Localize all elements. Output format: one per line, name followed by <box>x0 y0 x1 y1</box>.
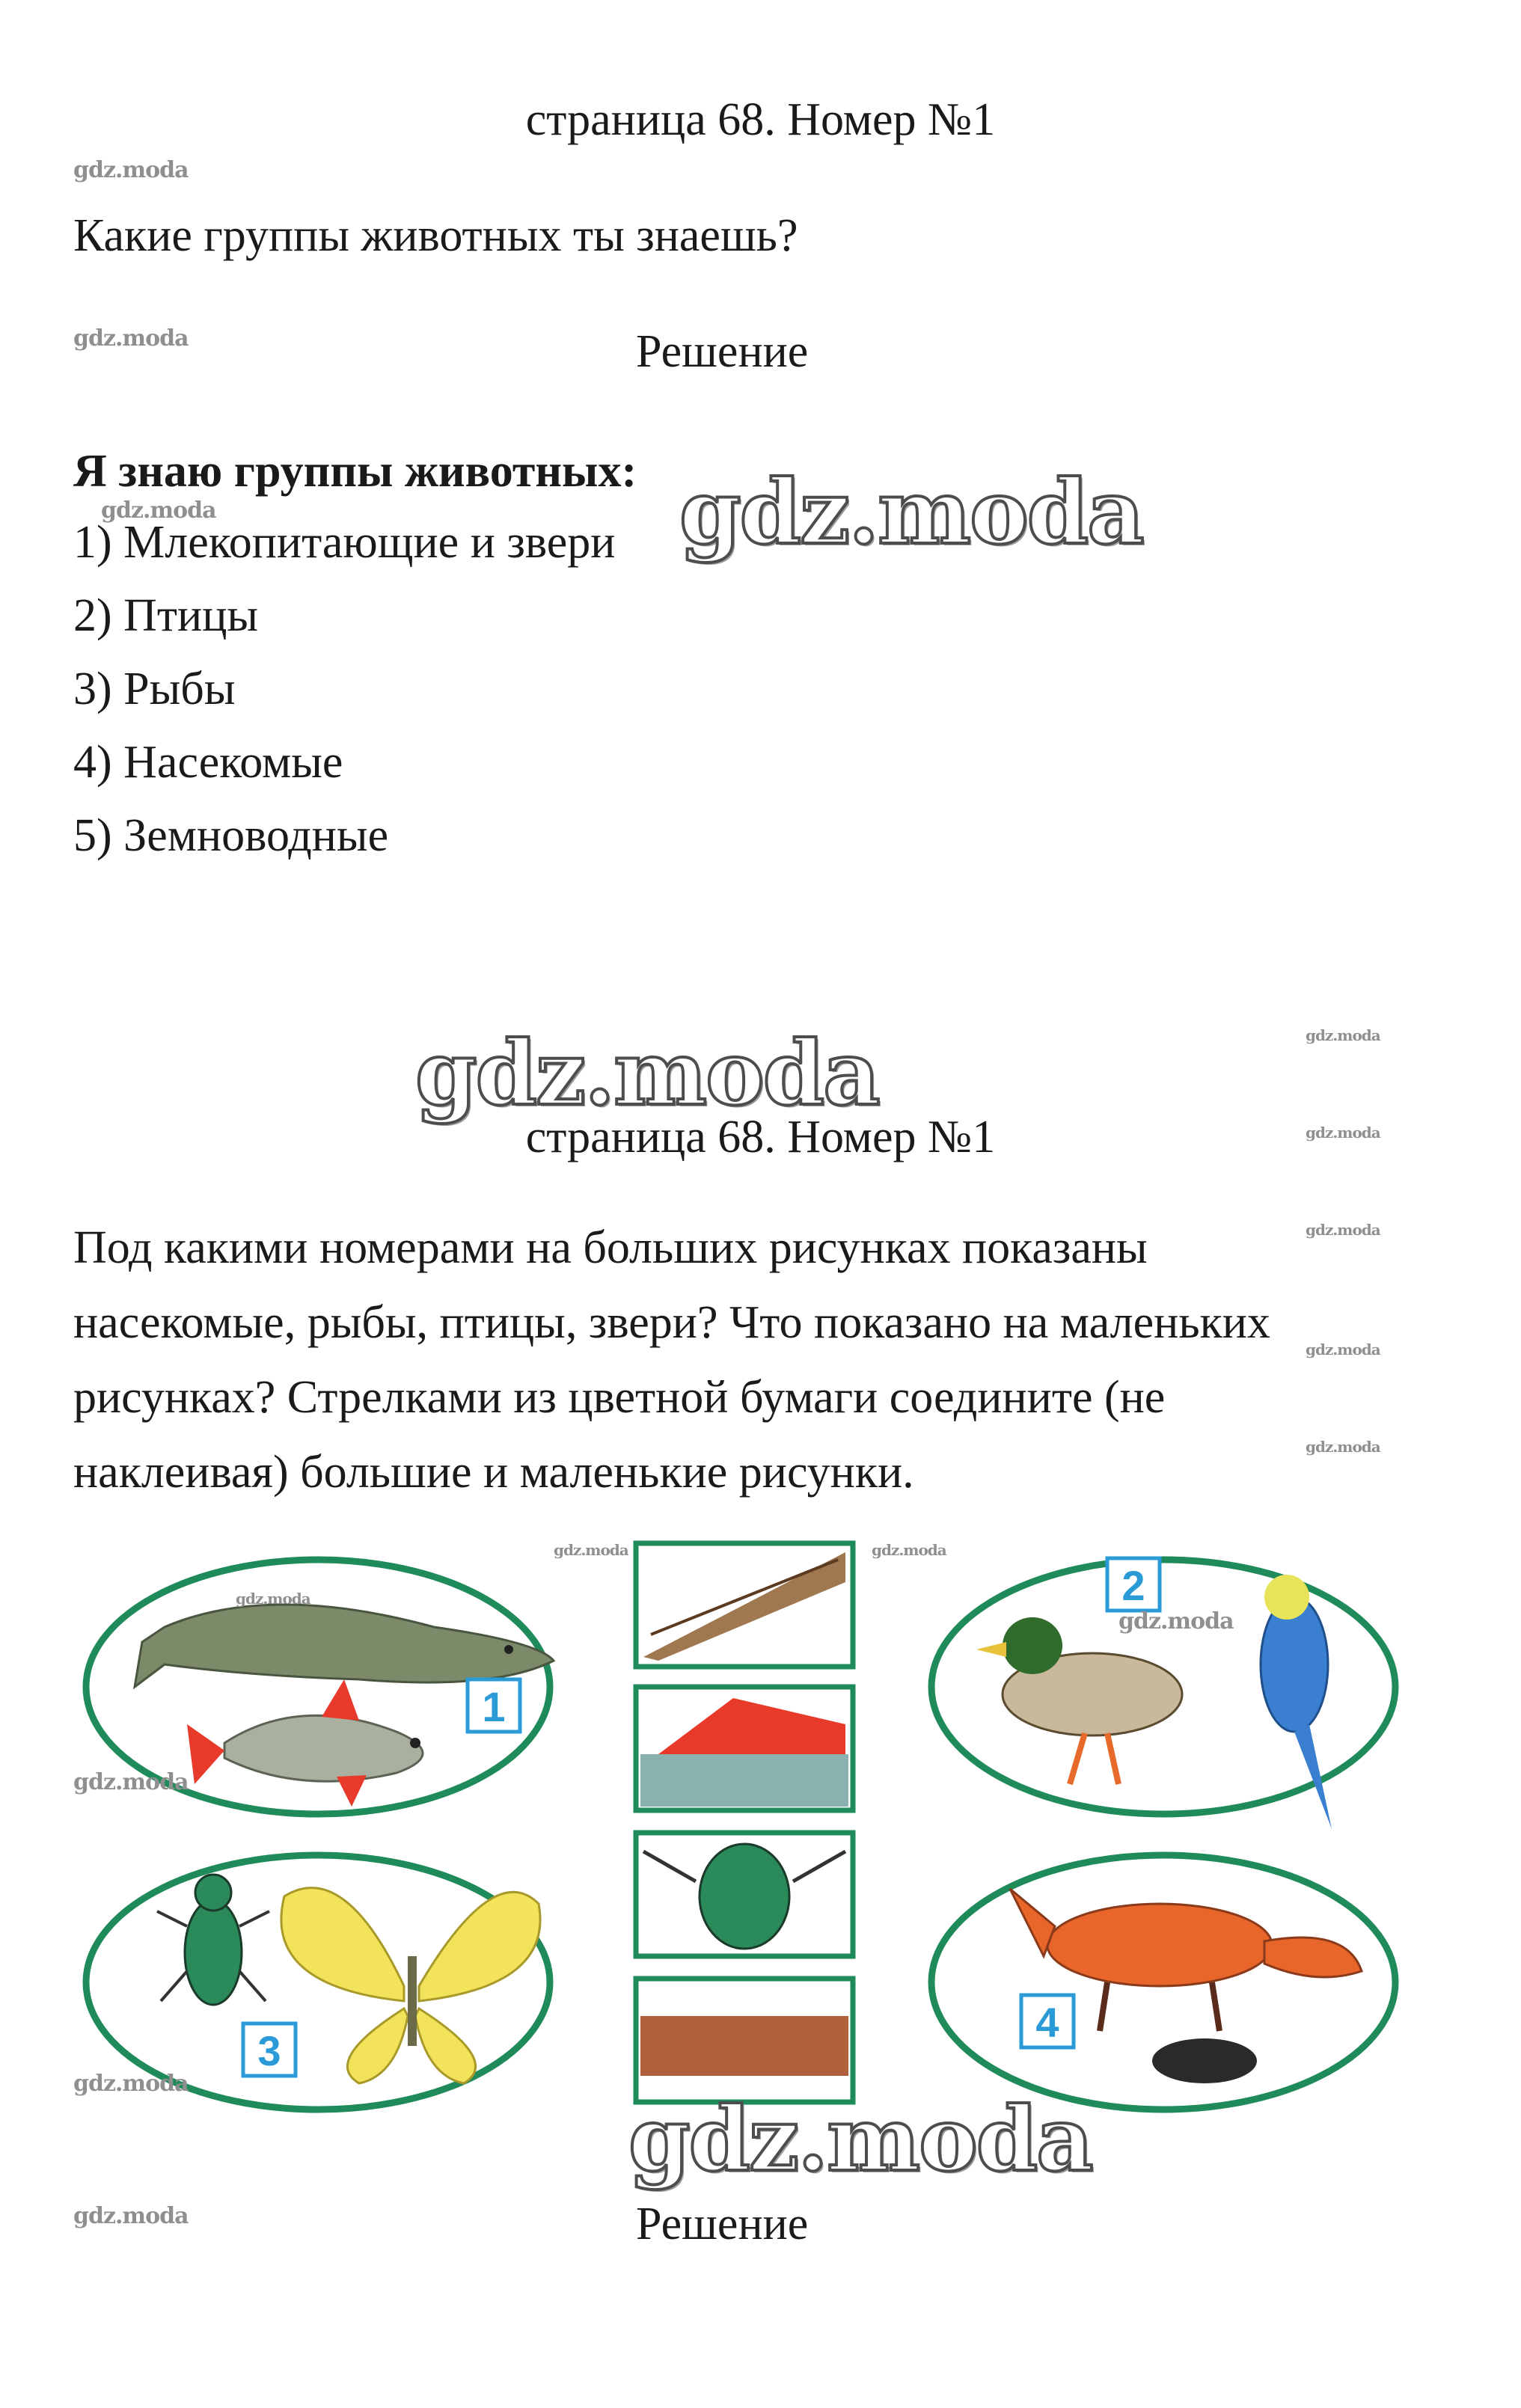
answer-item: 2) Птицы <box>73 590 259 641</box>
watermark: gdz.moda <box>73 2203 189 2229</box>
small-picture-beetle-closeup <box>636 1833 853 1956</box>
animal-groups-figure <box>75 1537 1421 2136</box>
watermark: gdz.moda <box>73 2071 189 2097</box>
answer-item: 3) Рыбы <box>73 664 236 714</box>
answer-item: 4) Насекомые <box>73 737 343 788</box>
small-picture-fur <box>636 1979 853 2102</box>
question-line: насекомые, рыбы, птицы, звери? Что показано на маленьких <box>73 1297 1270 1348</box>
watermark: gdz.moda <box>679 460 1143 564</box>
answer-heading: Я знаю группы животных: <box>73 446 637 497</box>
watermark: gdz.moda <box>628 2087 1092 2191</box>
section2-header: страница 68. Номер №1 <box>525 1112 996 1162</box>
answer-item: 5) Земноводные <box>73 810 389 861</box>
section1-header: страница 68. Номер №1 <box>525 94 996 145</box>
section2-solution-label: Решение <box>636 2199 809 2249</box>
section1-solution-label: Решение <box>636 326 809 377</box>
watermark: gdz.moda <box>1306 1124 1380 1142</box>
group-number: 2 <box>1121 1562 1145 1609</box>
group-number: 4 <box>1035 1999 1059 2046</box>
watermark: gdz.moda <box>73 325 189 352</box>
question-line: Под какими номерами на больших рисунках показаны <box>73 1222 1148 1273</box>
watermark: gdz.moda <box>415 1021 879 1125</box>
watermark: gdz.moda <box>554 1541 628 1559</box>
section1-question: Какие группы животных ты знаешь? <box>73 210 798 261</box>
section2-question <box>73 1210 1390 1510</box>
watermark: gdz.moda <box>1118 1608 1234 1635</box>
small-picture-scales <box>636 1687 853 1810</box>
watermark: gdz.moda <box>1306 1221 1380 1239</box>
question-line: рисунках? Стрелками из цветной бумаги соедините (не <box>73 1372 1166 1423</box>
watermark: gdz.moda <box>236 1590 310 1608</box>
watermark: gdz.moda <box>1306 1341 1380 1358</box>
group-number: 3 <box>257 2027 281 2074</box>
watermark: gdz.moda <box>73 157 189 183</box>
watermark: gdz.moda <box>1306 1026 1380 1044</box>
watermark: gdz.moda <box>101 497 216 524</box>
watermark: gdz.moda <box>872 1541 946 1559</box>
mole <box>1152 2038 1257 2083</box>
group-number: 1 <box>482 1683 506 1730</box>
question-line: наклеивая) большие и маленькие рисунки. <box>73 1447 914 1498</box>
watermark: gdz.moda <box>1306 1438 1380 1456</box>
answer-item: 1) Млекопитающие и звери <box>73 517 616 568</box>
small-picture-feather <box>636 1543 853 1667</box>
watermark: gdz.moda <box>73 1769 189 1795</box>
